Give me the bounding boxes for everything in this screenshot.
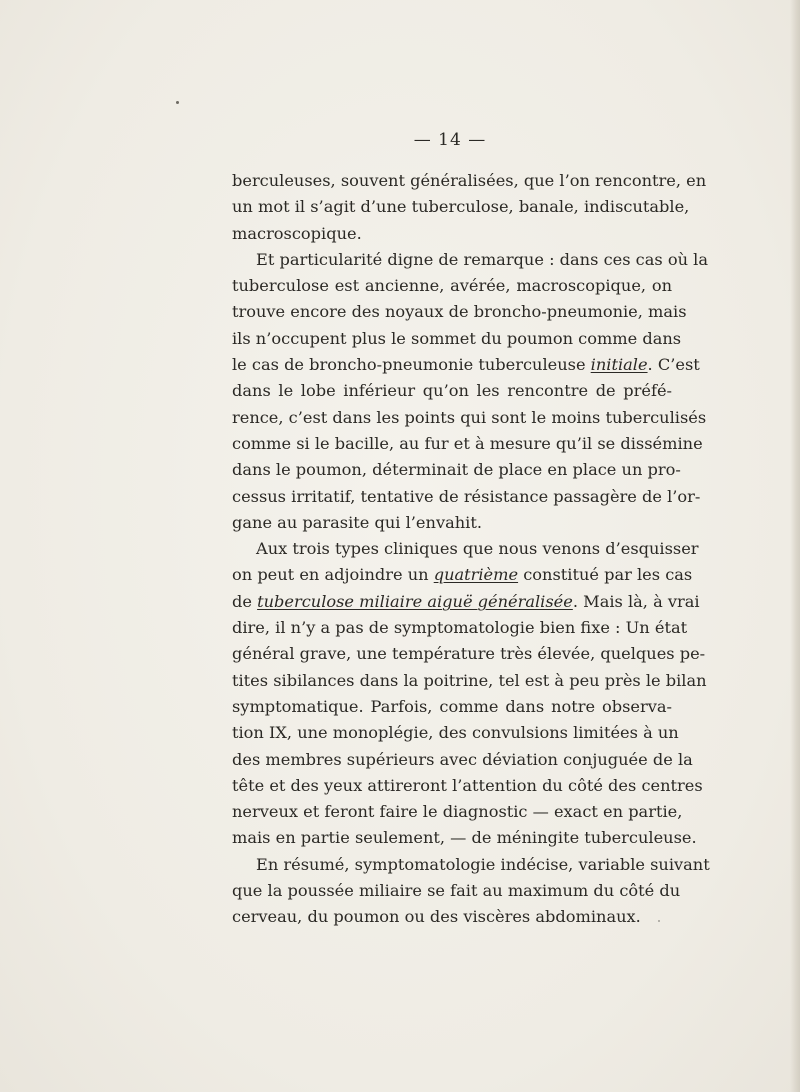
text-span: . C’est xyxy=(647,355,700,375)
text-line xyxy=(232,904,672,930)
text-line xyxy=(232,562,693,588)
text-span: berculeuses, souvent généralisées, que l’on rencontre, en xyxy=(232,171,707,190)
text-line xyxy=(232,378,672,404)
text-span: que la poussée miliaire se fait au maximum du côté du xyxy=(232,881,681,901)
ink-speck xyxy=(176,101,179,104)
text-span: général grave, une température très élevée, quelques pe- xyxy=(232,644,706,664)
italic-text: initiale xyxy=(590,355,648,375)
text-line xyxy=(232,852,710,878)
text-span: En résumé, symptomatologie indécise, variable suivant xyxy=(256,854,710,874)
text-line xyxy=(232,247,708,273)
text-span: symptomatique. Parfois, comme dans notre observa- xyxy=(232,696,672,716)
text-line xyxy=(232,536,699,562)
text-line xyxy=(232,194,690,220)
text-line xyxy=(232,510,672,536)
text-span: Aux trois types cliniques que nous venons d’esquisser xyxy=(256,539,699,559)
text-span: un mot il s’agit d’une tuberculose, banale, indiscutable, xyxy=(232,197,690,217)
text-span: on peut en adjoindre un xyxy=(232,565,434,585)
text-line xyxy=(232,773,703,799)
italic-text: tuberculose miliaire aiguë généralisée xyxy=(257,591,573,611)
italic-text: quatrième xyxy=(433,565,519,585)
text-span: gane au parasite qui l’envahit. xyxy=(232,512,482,532)
text-line xyxy=(232,457,681,483)
text-span: comme si le bacille, au fur et à mesure qu’il se dissémine xyxy=(232,433,703,453)
text-span: tites sibilances dans la poitrine, tel est à peu près le bilan xyxy=(232,670,707,690)
text-line xyxy=(232,720,679,746)
page-edge-shadow xyxy=(790,0,800,1092)
text-line xyxy=(232,615,688,641)
text-line xyxy=(232,799,683,825)
text-span: le cas de broncho-pneumonie tuberculeuse xyxy=(232,355,591,375)
text-line xyxy=(232,878,681,904)
text-span: Et particularité digne de remarque : dans ces cas où la xyxy=(256,249,708,269)
body-text xyxy=(232,168,710,931)
text-span: dans le poumon, déterminait de place en place un pro- xyxy=(232,460,681,480)
page-number: — 14 — xyxy=(413,130,487,150)
text-line xyxy=(232,694,672,720)
text-span: nerveux et feront faire le diagnostic — exact en partie, xyxy=(232,802,683,822)
text-span: tuberculose est ancienne, avérée, macroscopique, on xyxy=(232,276,672,296)
text-span: ils n’occupent plus le sommet du poumon comme dans xyxy=(232,328,682,348)
text-span: trouve encore des noyaux de broncho-pneumonie, mais xyxy=(232,302,687,322)
text-line xyxy=(232,405,707,431)
text-span: tion IX, une monoplégie, des convulsions limitées à un xyxy=(232,723,679,743)
text-line xyxy=(232,641,706,667)
text-line xyxy=(232,352,700,378)
text-span: dire, il n’y a pas de symptomatologie bien fixe : Un état xyxy=(232,618,688,638)
text-line xyxy=(232,299,687,325)
text-line xyxy=(232,747,693,773)
text-span: cerveau, du poumon ou des viscères abdominaux. xyxy=(232,907,641,927)
text-span: de xyxy=(232,591,258,611)
text-line xyxy=(232,221,672,247)
text-span: macroscopique. xyxy=(232,223,362,243)
text-line xyxy=(232,326,682,352)
text-line xyxy=(232,168,707,194)
text-span: . Mais là, à vrai xyxy=(572,591,700,611)
text-span: mais en partie seulement, — de méningite tuberculeuse. xyxy=(232,828,697,848)
text-span: cessus irritatif, tentative de résistance passagère de l’or- xyxy=(232,486,701,506)
text-span: dans le lobe inférieur qu’on les rencontre de préfé- xyxy=(232,381,672,401)
text-line xyxy=(232,668,707,694)
text-line xyxy=(232,589,700,615)
text-line xyxy=(232,484,701,510)
text-line xyxy=(232,825,697,851)
text-span: tête et des yeux attireront l’attention du côté des centres xyxy=(232,775,703,795)
text-line xyxy=(232,273,672,299)
text-span: rence, c’est dans les points qui sont le moins tuberculisés xyxy=(232,407,707,427)
text-line xyxy=(232,431,703,457)
text-span: des membres supérieurs avec déviation conjuguée de la xyxy=(232,749,693,769)
text-span: constitué par les cas xyxy=(518,565,693,585)
